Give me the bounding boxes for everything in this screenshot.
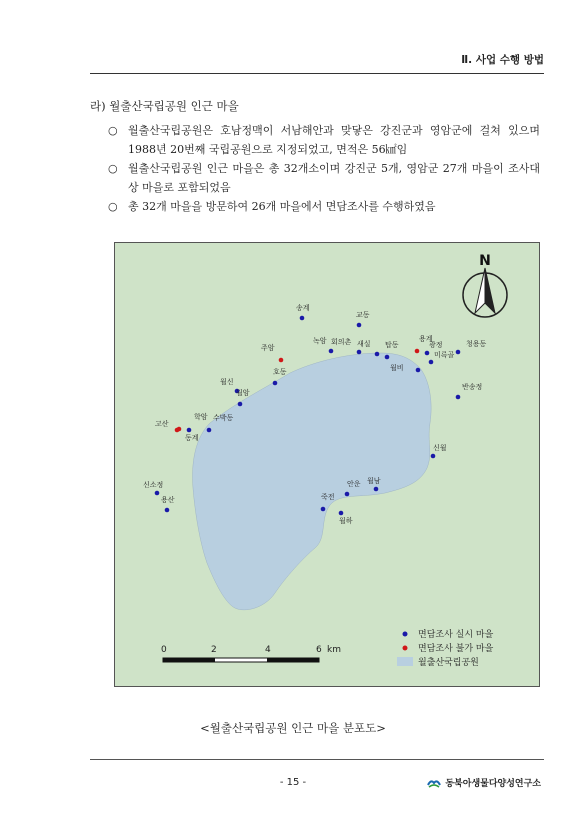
footer-divider xyxy=(90,759,544,760)
bullet-marker: ○ xyxy=(108,124,118,137)
village-label: 안운 xyxy=(347,480,361,488)
map-canvas xyxy=(115,243,539,686)
village-distribution-map xyxy=(114,242,540,687)
village-marker xyxy=(177,427,182,432)
village-label: 월남 xyxy=(367,477,381,485)
scale-tick-4: 4 xyxy=(265,645,271,655)
park-area xyxy=(193,353,432,610)
village-marker xyxy=(385,355,390,360)
header-title: Ⅱ. 사업 수행 방법 xyxy=(461,54,544,66)
village-label: 새실 xyxy=(357,340,371,348)
village-marker xyxy=(238,402,243,407)
bullet-1 xyxy=(110,121,540,159)
legend-not-dot xyxy=(403,646,408,651)
village-label: 미륵골 xyxy=(434,351,455,359)
header-divider xyxy=(90,73,544,74)
village-label: 녹암 xyxy=(313,337,327,345)
village-marker xyxy=(425,351,430,356)
legend-done-label: 면담조사 실시 마을 xyxy=(418,630,494,640)
village-marker xyxy=(374,487,379,492)
section-heading: 라) 월출산국립공원 인근 마을 xyxy=(90,99,239,113)
village-marker xyxy=(456,395,461,400)
village-label: 송계 xyxy=(296,304,310,312)
village-label: 광정 xyxy=(429,341,443,349)
village-label: 고산 xyxy=(155,420,169,428)
scale-bar xyxy=(161,645,341,662)
north-label: N xyxy=(479,253,491,269)
village-marker xyxy=(155,491,160,496)
village-marker xyxy=(329,349,334,354)
village-label: 탑동 xyxy=(385,341,399,349)
map-legend xyxy=(397,628,494,668)
bullet-marker: ○ xyxy=(108,162,118,175)
village-label: 주암 xyxy=(261,344,275,352)
village-label: 용산 xyxy=(161,496,175,504)
village-marker xyxy=(357,323,362,328)
village-label: 신소정 xyxy=(143,481,164,489)
legend-done-dot xyxy=(403,632,408,637)
village-marker xyxy=(416,368,421,373)
bullet-2 xyxy=(110,159,540,197)
village-label: 수박동 xyxy=(213,414,234,422)
village-label: 동계 xyxy=(185,434,199,442)
village-label: 월하 xyxy=(339,517,353,525)
village-marker xyxy=(207,428,212,433)
north-arrow xyxy=(463,253,507,317)
village-label: 회의촌 xyxy=(331,338,352,346)
village-label: 신월 xyxy=(433,444,447,452)
organization xyxy=(427,776,541,789)
village-marker xyxy=(273,381,278,386)
org-name: 동북아생물다양성연구소 xyxy=(445,779,541,789)
village-label: 청용동 xyxy=(466,340,487,348)
village-marker xyxy=(375,352,380,357)
village-label: 죽전 xyxy=(321,493,335,501)
bullet-text: 총 32개 마을을 방문하여 26개 마을에서 면담조사를 수행하였음 xyxy=(128,200,436,213)
village-marker xyxy=(357,350,362,355)
legend-park-label: 월출산국립공원 xyxy=(418,658,479,668)
scale-tick-6: 6 xyxy=(316,645,322,655)
scale-bar-seg-1 xyxy=(163,658,215,662)
village-label: 호동 xyxy=(273,368,287,376)
village-marker xyxy=(415,349,420,354)
page-number: - 15 - xyxy=(279,777,307,788)
village-marker xyxy=(429,360,434,365)
village-label: 교동 xyxy=(356,311,370,319)
village-marker xyxy=(165,508,170,513)
page-header xyxy=(90,52,544,70)
village-label: 용계 xyxy=(419,335,433,343)
village-label: 월비 xyxy=(390,364,404,372)
bullet-text: 월출산국립공원 인근 마을은 총 32개소이며 강진군 5개, 영암군 27개 마을이 조사대상 마을로 포함되었음 xyxy=(128,162,540,194)
village-label: 월암 xyxy=(236,389,250,397)
legend-not-label: 면담조사 불가 마을 xyxy=(418,644,494,654)
org-logo-icon xyxy=(427,777,441,789)
village-marker xyxy=(187,428,192,433)
village-label: 월신 xyxy=(220,378,234,386)
bullet-marker: ○ xyxy=(108,200,118,213)
legend-park-swatch xyxy=(397,657,413,666)
bullet-3 xyxy=(110,197,540,216)
village-marker xyxy=(300,316,305,321)
village-marker xyxy=(345,492,350,497)
village-marker xyxy=(321,507,326,512)
scale-tick-0: 0 xyxy=(161,645,167,655)
figure-caption: <월출산국립공원 인근 마을 분포도> xyxy=(200,721,386,735)
village-marker xyxy=(339,511,344,516)
scale-bar-seg-3 xyxy=(267,658,319,662)
bullet-text: 월출산국립공원은 호남정맥이 서남해안과 맞닿은 강진군과 영암군에 걸쳐 있으며 1988년 20번째 국립공원으로 지정되었고, 면적은 56㎢임 xyxy=(128,124,540,156)
village-marker xyxy=(456,350,461,355)
village-label: 학암 xyxy=(194,413,208,421)
scale-unit: km xyxy=(327,645,341,655)
scale-tick-2: 2 xyxy=(211,645,217,655)
village-label: 반송정 xyxy=(462,383,483,391)
village-marker xyxy=(279,358,284,363)
village-marker xyxy=(431,454,436,459)
